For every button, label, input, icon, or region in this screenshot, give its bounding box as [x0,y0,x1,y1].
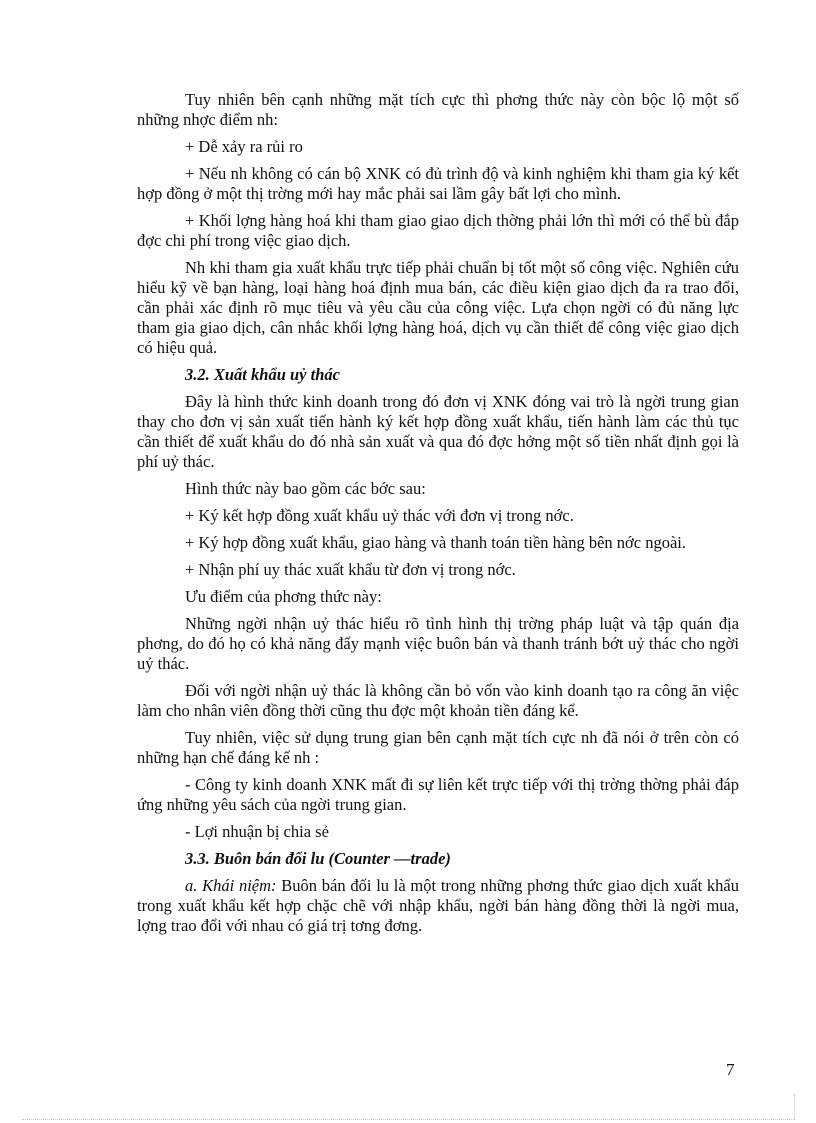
list-item: + Khối lợng hàng hoá khi tham giao giao dịch thờng phải lớn thì mới có thể bù đắp đợc chi phí trong việc giao dịch. [137,211,739,250]
paragraph: Tuy nhiên bên cạnh những mặt tích cực thì phơng thức này còn bộc lộ một số những nhợc điểm nh: [137,90,739,129]
list-item: + Ký kết hợp đồng xuất khẩu uỷ thác với đơn vị trong nớc. [185,506,574,525]
page-body [137,90,739,943]
section-heading-3-2: 3.2. Xuất khẩu uỷ thác [185,365,340,384]
paragraph: Nh khi tham gia xuất khẩu trực tiếp phải chuẩn bị tốt một số công việc. Nghiên cứu hiểu kỹ về bạn hàng, loại hàng hoá định mua bán, các điều kiện giao dịch đa ra trao đổi, cần phải xác định rõ mục tiêu và yêu cầu của công việc. Lựa chọn ngời có đủ năng lực tham gia giao dịch, cân nhắc khối lợng hàng hoá, dịch vụ cần thiết để công việc giao dịch có hiệu quả. [137,258,739,357]
paragraph: Hình thức này bao gồm các bớc sau: [185,479,426,498]
list-item: + Dễ xảy ra rủi ro [185,137,303,156]
definition-text: Buôn bán đối lu là một trong những phơng thức giao dịch xuất khẩu trong xuất khẩu kết hợp chặc chẽ với nhập khẩu, ngời bán hàng đồng thời là ngời mua, lợng trao đổi với nhau có giá trị tơng đơng. [137,876,739,935]
footer-dotted-rule [22,1119,794,1120]
paragraph: Ưu điểm của phơng thức này: [185,587,382,606]
footer-dotted-corner [794,1094,795,1120]
paragraph [137,876,739,936]
list-item: + Nếu nh không có cán bộ XNK có đủ trình độ và kinh nghiệm khi tham gia ký kết hợp đồng ở một thị trờng mới hay mắc phải sai lầm gây bất lợi cho mình. [137,164,739,203]
paragraph: Đây là hình thức kinh doanh trong đó đơn vị XNK đóng vai trò là ngời trung gian thay cho đơn vị sản xuất tiến hành ký kết hợp đồng xuất khẩu, tiến hành làm các thủ tục cần thiết để xuất khẩu do đó nhà sản xuất và qua đó đợc hởng một số tiền nhất định gọi là phí uỷ thác. [137,392,739,471]
page-number: 7 [726,1060,735,1079]
paragraph: Những ngời nhận uỷ thác hiểu rõ tình hình thị trờng pháp luật và tập quán địa phơng, do đó họ có khả năng đẩy mạnh việc buôn bán và thanh tránh bớt uỷ thác cho ngời uỷ thác. [137,614,739,673]
section-heading-3-3: 3.3. Buôn bán đối lu (Counter —trade) [185,849,451,868]
list-item: - Công ty kinh doanh XNK mất đi sự liên kết trực tiếp với thị trờng thờng phải đáp ứng những yêu sách của ngời trung gian. [137,775,739,814]
list-item: + Nhận phí uy thác xuất khẩu từ đơn vị trong nớc. [185,560,516,579]
paragraph: Tuy nhiên, việc sử dụng trung gian bên cạnh mặt tích cực nh đã nói ở trên còn có những hạn chế đáng kể nh : [137,728,739,767]
paragraph: Đối với ngời nhận uỷ thác là không cần bỏ vốn vào kinh doanh tạo ra công ăn việc làm cho nhân viên đồng thời cũng thu đợc một khoản tiền đáng kể. [137,681,739,720]
list-item: - Lợi nhuận bị chia sẻ [185,822,329,841]
list-item: + Ký hợp đồng xuất khẩu, giao hàng và thanh toán tiền hàng bên nớc ngoài. [185,533,687,552]
definition-lead-in: a. Khái niệm: [185,876,277,895]
